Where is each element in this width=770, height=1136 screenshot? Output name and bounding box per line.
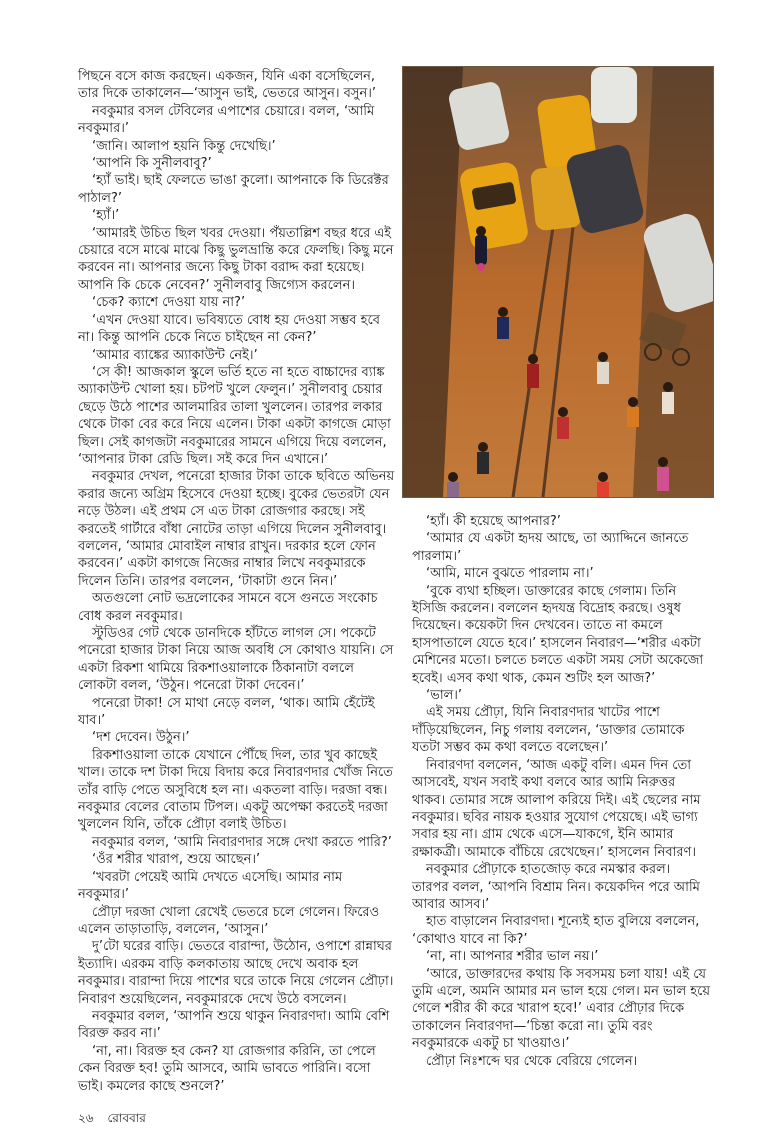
street-scene-svg — [403, 67, 713, 497]
paragraph: প্রৌঢ়া নিঃশব্দে ঘর থেকে বেরিয়ে গেলেন। — [426, 1053, 638, 1069]
paragraph: ‘আমারই উচিত ছিল খবর দেওয়া। পঁয়তাল্লিশ বছর ধরে এই চেয়ারে বসে মাঝে মাঝে কিছু ভুলভ্রান্তি করে ফেলছি। কিছু মনে করবেন না। আপনার জন্যে কিছু টাকা বরাদ্দ করা হয়েছে। আপনি কি চেকে নেবেন?’ সুনীলবাবু জিগ্যেস করলেন। — [78, 225, 394, 293]
paragraph: ‘না, না। বিরক্ত হব কেন? যা রোজগার করিনি, তা পেলে কেন বিরক্ত হব! তুমি আসবে, আমি ভাবতে পারিনি। বসো ভাই। কমলের কাছে শুনলে?’ — [78, 1043, 376, 1094]
paragraph: ‘আরে, ডাক্তারদের কথায় কি সবসময় চলা যায়! এই যে তুমি এলে, অমনি আমার মন ভাল হয়ে গেল। মন ভাল হয়ে গেলে শরীর কী করে খারাপ হবে!’ এবার প্রৌঢ়ার দিকে তাকালেন নিবারণদা—‘চিন্তা করো না। তুমি বরং নবকুমারকে একটু চা খাওয়াও।’ — [412, 966, 711, 1052]
paragraph: স্টুডিওর গেট থেকে ডানদিকে হাঁটতে লাগল সে। পকেটে পনেরো হাজার টাকা নিয়ে আজ অবধি সে কোথাও যায়নি। সে একটা রিকশা থামিয়ে রিকশাওয়ালাকে ঠিকানাটা বললে লোকটা বলল, ‘উঠুন। পনেরো টাকা দেবেন।’ — [78, 626, 394, 694]
paragraph: ‘বুকে ব্যথা হচ্ছিল। ডাক্তারের কাছে গেলাম। তিনি ইসিজি করলেন। বললেন হৃদযন্ত্র বিদ্রোহ করছে। ওষুধ দিয়েছেন। কয়েকটা দিন দেখবেন। তাতে না কমলে হাসপাতালে যেতে হবে।’ হাসলেন নিবারণ—‘শরীর একটা মেশিনের মতো। চলতে চলতে একটা সময় সেটা অকেজো হবেই। এসব কথা থাক, কেমন শুটিং হল আজ?’ — [412, 583, 704, 686]
paragraph: ‘এখন দেওয়া যাবে। ভবিষ্যতে বোধ হয় দেওয়া সম্ভব হবে না। কিন্তু আপনি চেকে নিতে চাইছেন না কেন?’ — [78, 312, 380, 346]
paragraph: প্রৌঢ়া দরজা খোলা রেখেই ভেতরে চলে গেলেন। ফিরেও এলেন তাড়াতাড়ি, বললেন, ‘আসুন।’ — [78, 904, 380, 937]
paragraph: ‘ওঁর শরীর খারাপ, শুয়ে আছেন।’ — [92, 852, 261, 868]
paragraph: নবকুমার দেখল, পনেরো হাজার টাকা তাকে ছবিতে অভিনয় করার জন্যে অগ্রিম হিসেবে দেওয়া হচ্ছে। বুকের ভেতরটা যেন নড়ে উঠল। এই প্রথম সে এত টাকা রোজগার করছে। সই করতেই গার্টারে বাঁধা নোটের তাড়া এগিয়ে দিলেন সুনীলবাবু। বললেন, ‘আমার মোবাইল নাম্বার রাখুন। দরকার হলে ফোন করবেন।’ একটা কাগজে নিজের নাম্বার লিখে নবকুমারকে দিলেন তিনি। তারপর বললেন, ‘টাকাটা গুনে নিন।’ — [78, 469, 395, 589]
street-traffic-illustration — [402, 66, 714, 498]
paragraph: এই সময় প্রৌঢ়া, যিনি নিবারণদার খাটের পাশে দাঁড়িয়েছিলেন, নিচু গলায় বললেন, ‘ডাক্তার তোমাকে যতটা সম্ভব কম কথা বলতে বলেছেন।’ — [412, 705, 685, 756]
paragraph: নবকুমার বলল, ‘আমি নিবারণদার সঙ্গে দেখা করতে পারি?’ — [92, 834, 392, 850]
paragraph: ‘দশ দেবেন। উঠুন।’ — [92, 730, 190, 746]
paragraph: হাত বাড়ালেন নিবারণদা। শূন্যেই হাত বুলিয়ে বললেন, ‘কোথাও যাবে না কি?’ — [412, 914, 700, 947]
paragraph: ‘হ্যাঁ। কী হয়েছে আপনার?’ — [426, 514, 561, 529]
paragraph: ‘আপনি কি সুনীলবাবু?’ — [92, 156, 212, 172]
page-footer — [78, 1110, 156, 1130]
right-text-column — [412, 513, 710, 1070]
paragraph: রিকশাওয়ালা তাকে যেখানে পৌঁছে দিল, তার খুব কাছেই খাল। তাকে দশ টাকা দিয়ে বিদায় করে নিবারণদার খোঁজ নিতে তাঁর বাড়ি পেতে অসুবিধে হল না। একতলা বাড়ি। দরজা বন্ধ। নবকুমার বেলের বোতাম টিপল। একটু অপেক্ষা করতেই দরজা খুললেন যিনি, তাঁকে প্রৌঢ়া বলাই উচিত। — [78, 747, 393, 833]
paragraph: পিছনে বসে কাজ করছেন। একজন, যিনি একা বসেছিলেন, তার দিকে তাকালেন—‘আসুন ভাই, ভেতরে আসুন। বসুন।’ — [78, 69, 377, 102]
paragraph: অতগুলো নোট ভদ্রলোকের সামনে বসে গুনতে সংকোচ বোধ করল নবকুমার। — [78, 591, 378, 624]
paragraph: ‘হ্যাঁ ভাই। ছাই ফেলতে ভাঙা কুলো। আপনাকে কি ডিরেক্টর পাঠাল?’ — [78, 173, 389, 206]
page-number: ২৬ — [78, 1111, 94, 1125]
motorbike — [475, 226, 487, 271]
paragraph: ‘ভাল।’ — [426, 688, 463, 704]
paragraph: ‘আমার ব্যাঙ্কের অ্যাকাউন্ট নেই।’ — [92, 347, 258, 363]
paragraph: ‘আমি, মানে বুঝতে পারলাম না।’ — [426, 566, 594, 582]
paragraph: দু’টো ঘরের বাড়ি। ভেতরে বারান্দা, উঠোন, ওপাশে রান্নাঘর ইত্যাদি। এরকম বাড়ি কলকাতায় আছে দেখে অবাক হল নবকুমার। বারান্দা দিয়ে পাশের ঘরে তাকে নিয়ে গেলেন প্রৌঢ়া। নিবারণ শুয়েছিলেন, নবকুমারকে দেখে উঠে বসলেন। — [78, 939, 394, 1007]
paragraph: ‘চেক? ক্যাশে দেওয়া যায় না?’ — [92, 295, 246, 311]
paragraph: ‘জানি। আলাপ হয়নি কিন্তু দেখেছি।’ — [92, 138, 276, 154]
magazine-name: রোববার — [107, 1111, 146, 1125]
paragraph: ‘খবরটা পেয়েই আমি দেখতে এসেছি। আমার নাম নবকুমার।’ — [78, 869, 343, 903]
paragraph: পনেরো টাকা! সে মাথা নেড়ে বলল, ‘থাক। আমি হেঁটেই যাব।’ — [78, 695, 375, 729]
paragraph: নবকুমার প্রৌঢ়াকে হাতজোড় করে নমস্কার করল। তারপর বলল, ‘আপনি বিশ্রাম নিন। কয়েকদিন পরে আমি আবার আসব।’ — [412, 862, 700, 912]
left-text-column — [78, 68, 396, 1095]
paragraph: নবকুমার বলল, ‘আপনি শুয়ে থাকুন নিবারণদা। আমি বেশি বিরক্ত করব না।’ — [78, 1008, 390, 1042]
paragraph: ‘আমার যে একটা হৃদয় আছে, তা অ্যাদ্দিনে জানতে পারলাম।’ — [412, 531, 689, 564]
paragraph: ‘না, না। আপনার শরীর ভাল নয়।’ — [426, 949, 599, 965]
paragraph: নবকুমার বসল টেবিলের এপাশের চেয়ারে। বলল, ‘আমি নবকুমার।’ — [78, 103, 375, 137]
paragraph: ‘হ্যাঁ।’ — [92, 208, 120, 224]
paragraph: নিবারণদা বললেন, ‘আজ একটু বলি। এমন দিন তো আসবেই, যখন সবাই কথা বলবে আর আমি নিরুত্তর থাকব। তোমার সঙ্গে আলাপ করিয়ে দিই। এই ছেলের নাম নবকুমার। ছবির নায়ক হওয়ার সুযোগ পেয়েছে। এই ভাগ্য সবার হয় না। গ্রাম থেকে এসে—যাকগে, ইনি আমার রক্ষাকর্ত্রী। আমাকে বাঁচিয়ে রেখেছেন।’ হাসলেন নিবারণ। — [412, 757, 701, 860]
paragraph: ‘সে কী! আজকাল স্কুলে ভর্তি হতে না হতে বাচ্চাদের ব্যাঙ্ক অ্যাকাউন্ট খোলা হয়। চটপট খুলে ফেলুন।’ সুনীলবাবু চেয়ার ছেড়ে উঠে পাশের আলমারির তালা খুললেন। তারপর লকার থেকে টাকা বের করে নিয়ে এলেন। টাকা একটা কাগজে মোড়া ছিল। সেই কাগজটা নবকুমারের সামনে এগিয়ে দিয়ে বললেন, ‘আপনার টাকা রেডি ছিল। সই করে দিন এখানে।’ — [78, 364, 391, 467]
